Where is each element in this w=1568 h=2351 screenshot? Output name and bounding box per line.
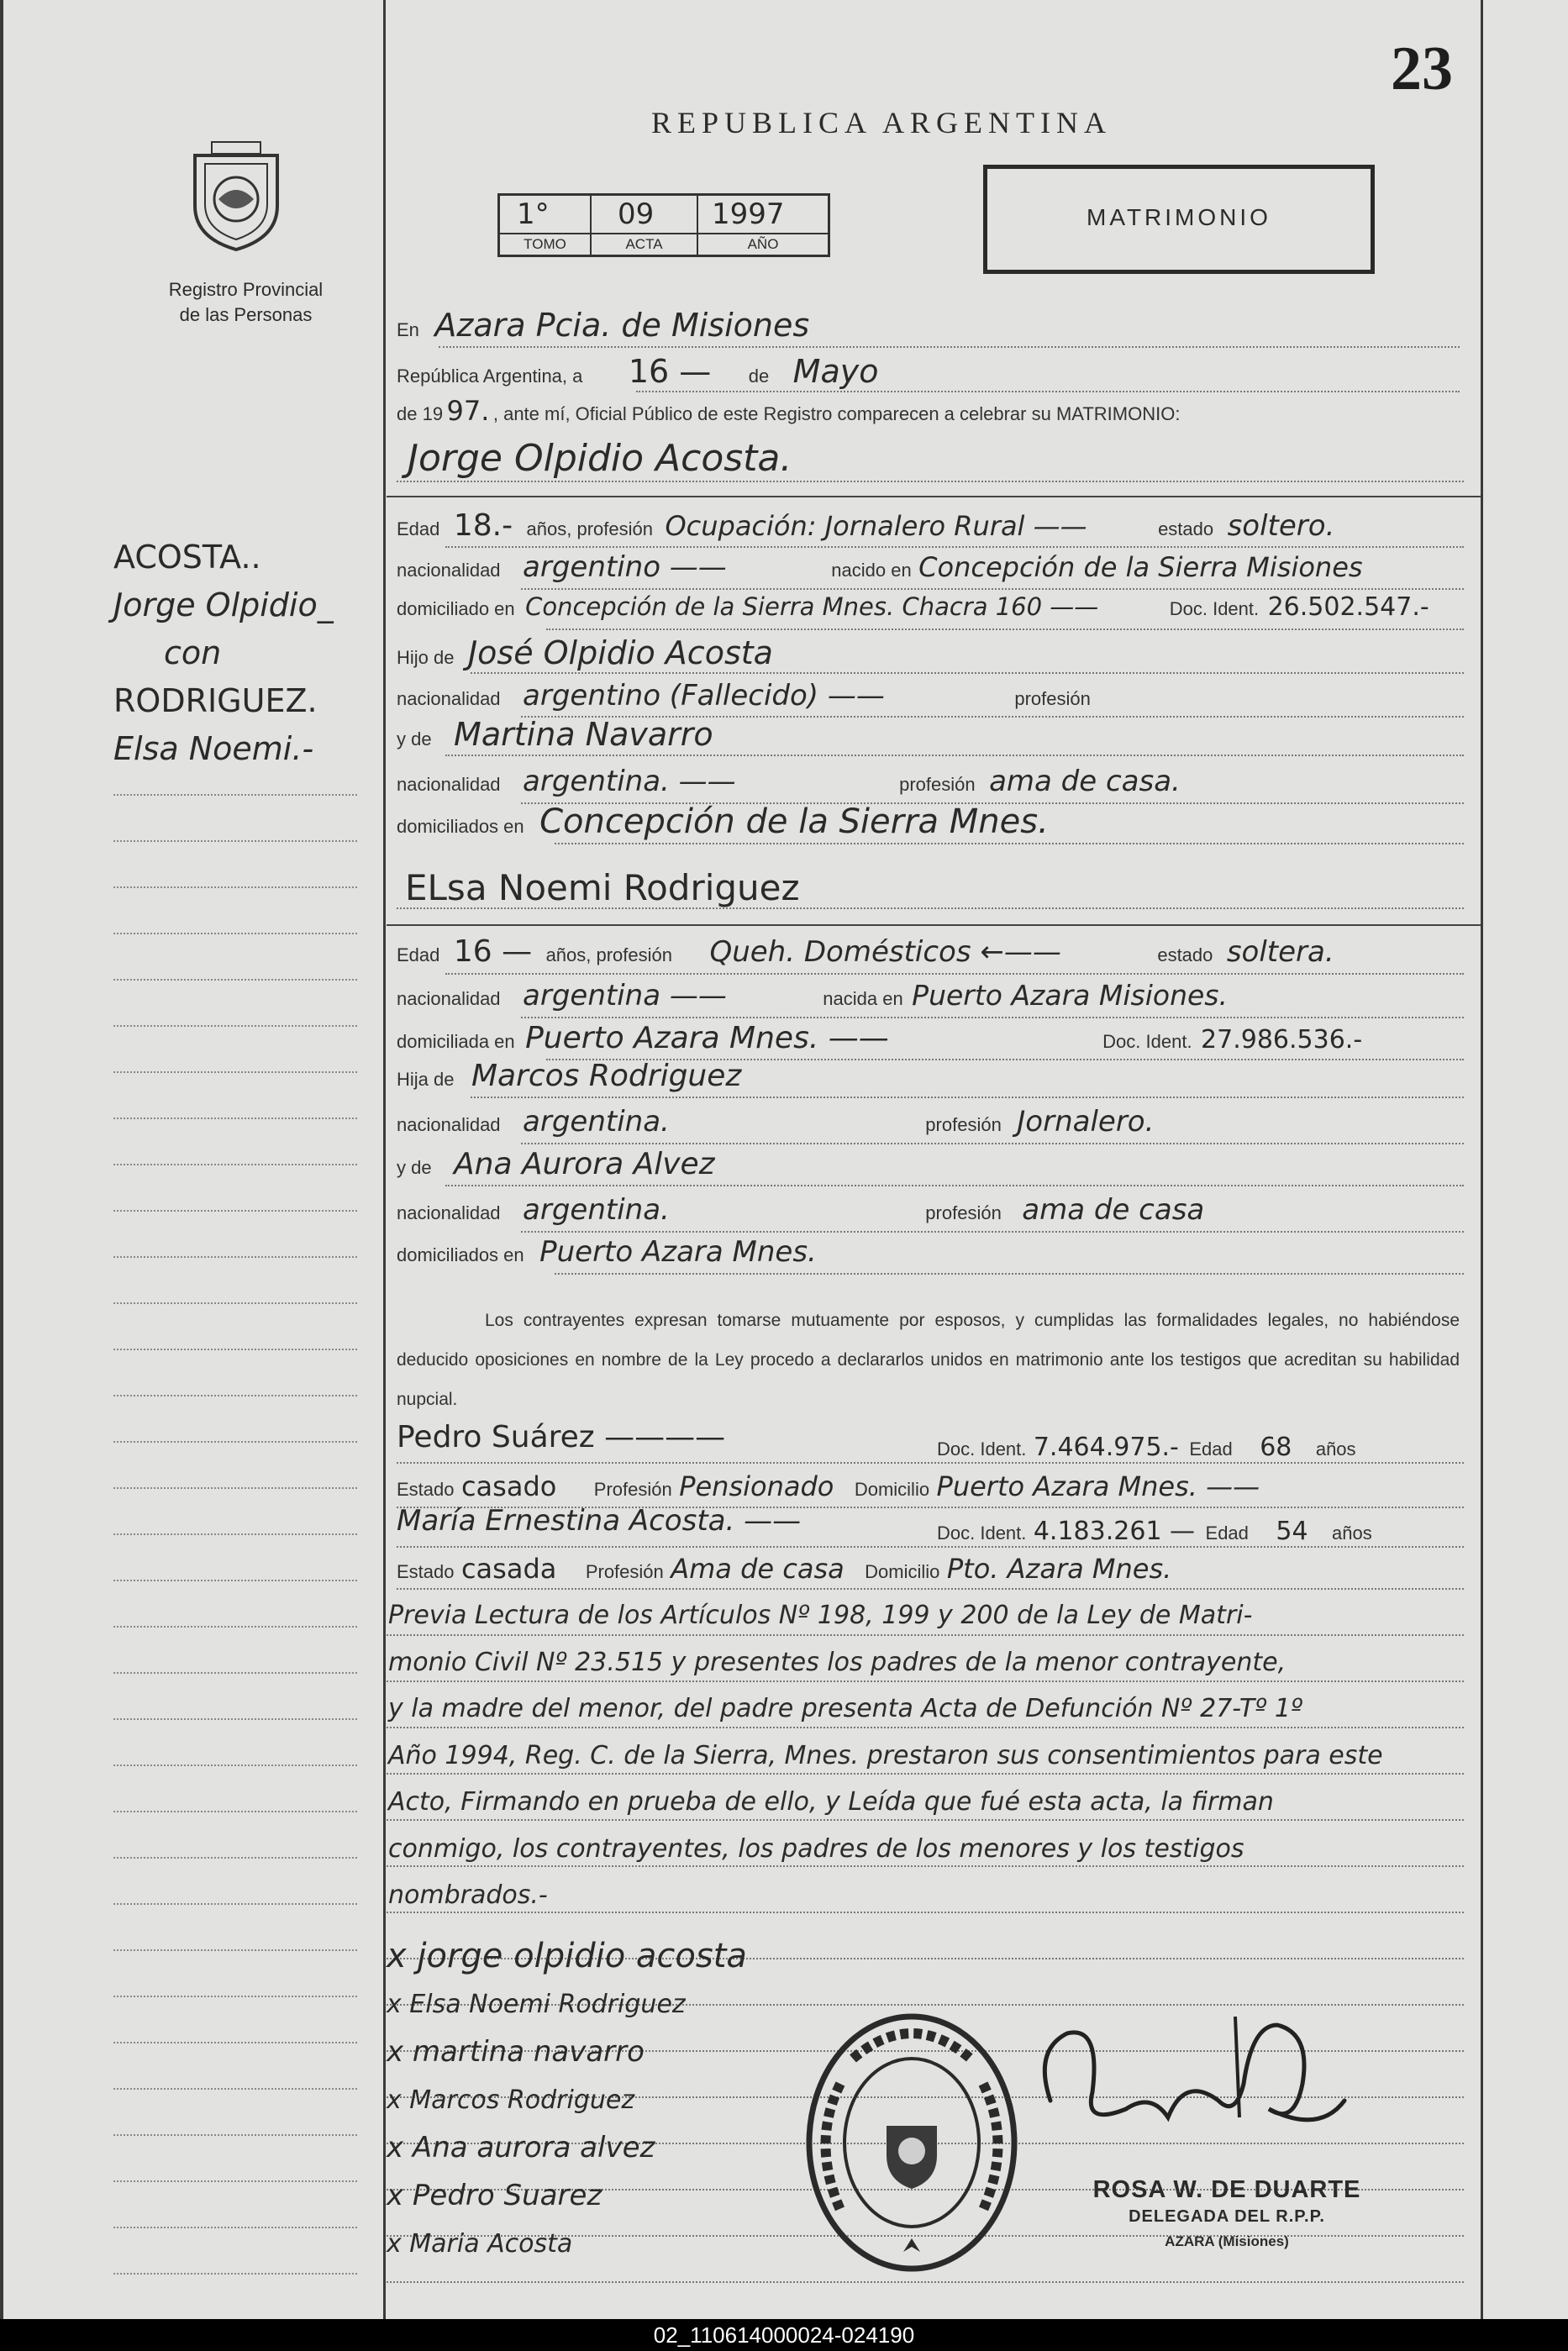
- doc-label: Doc. Ident.: [937, 1523, 1027, 1544]
- margin-line: [113, 1349, 357, 1350]
- son-of-label: Hijo de: [397, 647, 455, 668]
- groom-doc: 26.502.547.-: [1267, 592, 1429, 622]
- witness-1-row: [397, 1420, 725, 1454]
- witness-1-domicile: Puerto Azara Mnes. ——: [936, 1470, 1260, 1502]
- margin-line: [113, 1487, 357, 1489]
- witness-2-profession: Ama de casa: [671, 1553, 845, 1585]
- year-prefix: de 19: [397, 403, 444, 424]
- nationality-label: nacionalidad: [397, 774, 501, 795]
- closing-rule: [387, 1634, 1464, 1636]
- closing-rule: [387, 1727, 1464, 1728]
- place-label: En: [397, 319, 419, 340]
- groom-mother-nat-row: [397, 765, 1181, 798]
- official-location: AZARA (Misiones): [1165, 2233, 1289, 2249]
- declaration-paragraph: [397, 1301, 1460, 1419]
- official-title: DELEGADA DEL R.P.P.: [1129, 2207, 1325, 2226]
- margin-line: [113, 2088, 357, 2090]
- witness-2-line: [397, 1546, 1464, 1548]
- profession-label-short: profesión: [899, 774, 976, 795]
- profession-label-short: profesión: [925, 1202, 1002, 1223]
- de-label: de: [748, 366, 770, 387]
- witness-1-name: Pedro Suárez ————: [397, 1420, 726, 1454]
- margin-line: [113, 979, 357, 981]
- bride-father-row: [397, 1059, 741, 1093]
- margin-line: [113, 1164, 357, 1165]
- margin-line: [113, 2227, 357, 2228]
- age-label: Edad: [1189, 1438, 1233, 1460]
- groom-row-2: [397, 550, 1363, 584]
- nationality-label: nacionalidad: [397, 688, 501, 709]
- closing-line-3: y la madre del menor, del padre presenta Acta de Defunción Nº 27-Tº 1º: [388, 1694, 1303, 1723]
- margin-line: [113, 1765, 357, 1766]
- margin-line-2: Jorge Olpidio_: [113, 586, 334, 623]
- born-label: nacida en: [823, 988, 903, 1009]
- and-of-label: y de: [397, 1157, 432, 1178]
- groom-name-line: [397, 481, 1464, 482]
- nationality-label: nacionalidad: [397, 1114, 501, 1135]
- profession-label-short: profesión: [1014, 688, 1091, 709]
- bride-father: Marcos Rodriguez: [471, 1059, 742, 1093]
- witness-1-doc-row: [937, 1433, 1356, 1462]
- margin-line-5: Elsa Noemi.-: [113, 730, 314, 767]
- groom-mother: Martina Navarro: [454, 716, 713, 753]
- bride-row-3: [397, 1021, 1362, 1055]
- margin-line: [113, 1903, 357, 1905]
- closing-paragraph: [388, 1592, 1383, 1919]
- year-suffix: 97.: [446, 395, 490, 427]
- margin-line: [113, 1302, 357, 1304]
- profession-cap-label: Profesión: [585, 1561, 664, 1582]
- margin-line: [113, 1071, 357, 1073]
- years-label: años: [1315, 1438, 1356, 1460]
- groom-mother-line: [445, 755, 1464, 756]
- right-border-line: [1481, 0, 1483, 2319]
- official-name: ROSA W. DE DUARTE: [1092, 2176, 1361, 2203]
- section-rule-1: [387, 496, 1481, 497]
- groom-row-1: [397, 508, 1334, 543]
- margin-line: [113, 1118, 357, 1119]
- status-label: Estado: [397, 1561, 455, 1582]
- margin-line-3: con: [164, 634, 222, 671]
- bride-civil-status: soltera.: [1226, 935, 1334, 969]
- profession-label-short: profesión: [925, 1114, 1002, 1135]
- bride-mother-profession: ama de casa: [1022, 1193, 1205, 1227]
- bride-father-nat-row: [397, 1105, 1154, 1139]
- signature-bride: x Elsa Noemi Rodriguez: [387, 1990, 686, 2019]
- province-emblem-icon: [187, 139, 286, 252]
- margin-line: [113, 2042, 357, 2043]
- witness-2-status-line: [397, 1588, 1464, 1590]
- closing-rule: [387, 1819, 1464, 1821]
- bride-age: 16 —: [453, 934, 533, 969]
- document-type-box: [983, 165, 1375, 274]
- box-hline: [500, 233, 828, 234]
- declaration-text: Los contrayentes expresan tomarse mutuamente por esposos, y cumplidas las formalidades legales, no habiéndose deducido oposiciones en nombre de la Ley procedo a declararlos unidos en matrimonio ante los testigos que acreditan su habilidad nupcial.: [397, 1311, 1460, 1409]
- witness-2-status-row: [397, 1553, 1171, 1585]
- witness-1-status: casado: [460, 1470, 557, 1502]
- doc-label: Doc. Ident.: [1102, 1031, 1192, 1052]
- bride-parents-domicile-row: [397, 1235, 817, 1269]
- witness-2-doc-row: [937, 1517, 1372, 1546]
- signature-witness-1: x Pedro Suarez: [387, 2179, 602, 2212]
- closing-line-2: monio Civil Nº 23.515 y presentes los padres de la menor contrayente,: [388, 1647, 1286, 1677]
- civil-status-label: estado: [1157, 944, 1213, 965]
- margin-line-1: ACOSTA..: [113, 539, 261, 576]
- bride-birthplace: Puerto Azara Misiones.: [912, 979, 1228, 1012]
- domicile-cap-label: Domicilio: [854, 1479, 930, 1500]
- groom-mother-profession: ama de casa.: [989, 765, 1181, 798]
- domicile-label: domiciliada en: [397, 1031, 515, 1052]
- day-value: 16 —: [628, 353, 712, 390]
- signatures-list: [387, 1933, 747, 2268]
- registry-name-line-1: Registro Provincial: [168, 279, 324, 300]
- signature-groom-mother: x martina navarro: [387, 2035, 645, 2069]
- republic-label: República Argentina, a: [397, 366, 583, 387]
- bride-father-line: [471, 1097, 1464, 1098]
- bride-mother-row: [397, 1147, 715, 1181]
- bride-mother-nationality: argentina.: [523, 1193, 670, 1227]
- margin-line: [113, 1256, 357, 1258]
- ano-value: 1997: [712, 197, 785, 231]
- bride-row-1: [397, 934, 1334, 969]
- bride-domicile: Puerto Azara Mnes. ——: [525, 1021, 889, 1055]
- bride-mother: Ana Aurora Alvez: [454, 1147, 715, 1181]
- closing-line-6: conmigo, los contrayentes, los padres de los menores y los testigos: [388, 1833, 1244, 1864]
- signature-groom: x jorge olpidio acosta: [387, 1937, 747, 1975]
- closing-rule: [387, 1773, 1464, 1775]
- year-row: [397, 395, 1180, 427]
- signature-rule: [387, 2281, 1464, 2283]
- groom-father: José Olpidio Acosta: [467, 634, 773, 671]
- margin-line: [113, 1395, 357, 1396]
- domiciled-label: domiciliados en: [397, 1244, 524, 1265]
- groom-father-nat-row: [397, 679, 1091, 713]
- closing-line-4: Año 1994, Reg. C. de la Sierra, Mnes. prestaron sus consentimientos para este: [388, 1740, 1383, 1770]
- bride-father-nat-line: [521, 1143, 1464, 1144]
- closing-rule: [387, 1680, 1464, 1682]
- witness-2-age: 54: [1276, 1517, 1308, 1546]
- margin-line: [113, 2273, 357, 2275]
- bride-mother-nat-line: [521, 1231, 1464, 1233]
- margin-line: [113, 933, 357, 934]
- groom-profession: Ocupación: Jornalero Rural ——: [665, 510, 1087, 542]
- margin-line: [113, 1672, 357, 1674]
- signature-bride-mother: x Ana aurora alvez: [387, 2131, 655, 2164]
- age-label: Edad: [1205, 1523, 1249, 1544]
- place-row: [397, 307, 809, 344]
- and-of-label: y de: [397, 728, 432, 749]
- margin-line: [113, 794, 357, 796]
- groom-row-3: [397, 592, 1429, 622]
- groom-mother-nationality: argentina. ——: [523, 765, 736, 798]
- margin-line: [113, 1857, 357, 1859]
- born-label: nacido en: [831, 560, 912, 581]
- domiciled-label: domiciliados en: [397, 816, 524, 837]
- groom-birthplace: Concepción de la Sierra Misiones: [918, 551, 1363, 583]
- bride-row-1-line: [445, 973, 1464, 975]
- bride-row-2: [397, 979, 1228, 1012]
- margin-line: [113, 1533, 357, 1535]
- doc-label: Doc. Ident.: [937, 1438, 1027, 1460]
- bride-doc: 27.986.536.-: [1201, 1025, 1363, 1055]
- image-caption: 02_110614000024-024190: [0, 2319, 1568, 2351]
- acta-label: ACTA: [625, 236, 663, 252]
- signature-bride-father: x Marcos Rodriguez: [387, 2085, 635, 2115]
- bride-parents-domicile-line: [555, 1273, 1464, 1275]
- profession-label: años, profesión: [545, 944, 672, 965]
- groom-father-line: [471, 672, 1464, 674]
- document-type-label: MATRIMONIO: [1087, 204, 1271, 230]
- groom-civil-status: soltero.: [1227, 509, 1335, 543]
- margin-line: [113, 1949, 357, 1951]
- years-label: años: [1332, 1523, 1372, 1544]
- witness-2-status: casada: [460, 1553, 557, 1585]
- domicile-cap-label: Domicilio: [865, 1561, 940, 1582]
- closing-rule: [387, 1912, 1464, 1913]
- groom-age: 18.-: [453, 508, 513, 543]
- margin-line: [113, 1626, 357, 1628]
- age-label: Edad: [397, 518, 440, 539]
- witness-1-status-row: [397, 1470, 1260, 1502]
- registry-name-line-2: de las Personas: [179, 304, 313, 325]
- place-line: [439, 346, 1460, 348]
- margin-line: [113, 1441, 357, 1443]
- margin-line: [113, 1210, 357, 1212]
- domicile-label: domiciliado en: [397, 598, 515, 619]
- bride-father-nationality: argentina.: [523, 1105, 670, 1139]
- witness-2-domicile: Pto. Azara Mnes.: [946, 1553, 1172, 1585]
- nationality-label: nacionalidad: [397, 988, 501, 1009]
- closing-line-7: nombrados.-: [388, 1880, 548, 1910]
- margin-line: [113, 1718, 357, 1720]
- bride-row-2-line: [521, 1017, 1464, 1018]
- groom-name: Jorge Olpidio Acosta.: [408, 437, 792, 480]
- margin-line: [113, 886, 357, 888]
- status-label: Estado: [397, 1479, 455, 1500]
- nationality-label: nacionalidad: [397, 1202, 501, 1223]
- appearance-text: , ante mí, Oficial Público de este Registro comparecen a celebrar su MATRIMONIO:: [492, 403, 1181, 424]
- witness-2-doc: 4.183.261 —: [1033, 1517, 1196, 1546]
- bride-nationality: argentina ——: [523, 979, 727, 1012]
- groom-row-3-line: [546, 629, 1464, 630]
- civil-status-label: estado: [1158, 518, 1214, 539]
- official-signature: [1025, 2000, 1353, 2151]
- closing-line-1: Previa Lectura de los Artículos Nº 198, 199 y 200 de la Ley de Matri-: [388, 1601, 1253, 1630]
- margin-line: [113, 2180, 357, 2182]
- margin-line: [113, 1811, 357, 1812]
- groom-mother-row: [397, 716, 713, 753]
- closing-line-5: Acto, Firmando en prueba de ello, y Leída que fué esta acta, la firman: [388, 1787, 1274, 1817]
- closing-rule: [387, 1865, 1464, 1867]
- acta-value: 09: [618, 197, 655, 231]
- margin-line: [113, 1025, 357, 1027]
- left-border-line: [0, 0, 3, 2319]
- place-value: Azara Pcia. de Misiones: [434, 307, 810, 344]
- column-divider-line: [383, 0, 386, 2319]
- country-title: REPUBLICA ARGENTINA: [651, 106, 1113, 139]
- witness-2-row: [397, 1504, 801, 1538]
- groom-father-nationality: argentino (Fallecido) ——: [523, 679, 885, 713]
- bride-mother-line: [445, 1185, 1464, 1186]
- witness-1-profession: Pensionado: [679, 1470, 834, 1502]
- bride-name-line: [397, 907, 1464, 909]
- margin-line: [113, 1996, 357, 1997]
- date-row: [397, 353, 878, 390]
- groom-row-2-line: [521, 588, 1464, 590]
- bride-mother-nat-row: [397, 1193, 1204, 1227]
- bride-profession: Queh. Domésticos ←——: [709, 935, 1061, 969]
- margin-line: [113, 840, 357, 842]
- bride-father-profession: Jornalero.: [1017, 1105, 1155, 1139]
- registry-seal: [802, 2008, 1021, 2277]
- groom-parents-domicile-line: [555, 843, 1464, 844]
- registry-name: [122, 277, 370, 328]
- section-rule-2: [387, 924, 1481, 926]
- groom-parents-domicile: Concepción de la Sierra Mnes.: [539, 802, 1049, 841]
- margin-annotation: [113, 534, 334, 773]
- witness-1-doc: 7.464.975.-: [1033, 1433, 1179, 1462]
- official-stamp: [1050, 2176, 1403, 2250]
- page-number: 23: [1391, 34, 1453, 103]
- groom-father-row: [397, 634, 773, 671]
- record-number-box: [497, 193, 830, 257]
- groom-parents-domicile-row: [397, 802, 1049, 841]
- groom-nationality: argentino ——: [523, 550, 727, 584]
- doc-label: Doc. Ident.: [1169, 598, 1260, 619]
- profession-label: años, profesión: [526, 518, 653, 539]
- groom-row-1-line: [445, 546, 1464, 548]
- bride-parents-domicile: Puerto Azara Mnes.: [539, 1235, 817, 1269]
- daughter-of-label: Hija de: [397, 1069, 455, 1090]
- date-line: [636, 391, 1460, 392]
- ano-label: AÑO: [747, 236, 779, 252]
- nationality-label: nacionalidad: [397, 560, 501, 581]
- tomo-label: TOMO: [524, 236, 566, 252]
- margin-line: [113, 1580, 357, 1581]
- groom-domicile: Concepción de la Sierra Mnes. Chacra 160 ——: [525, 592, 1099, 621]
- bride-name: ELsa Noemi Rodriguez: [405, 867, 800, 908]
- witness-2-name: María Ernestina Acosta. ——: [397, 1504, 802, 1538]
- profession-cap-label: Profesión: [593, 1479, 672, 1500]
- margin-line: [113, 2134, 357, 2136]
- witness-1-line: [397, 1462, 1464, 1464]
- tomo-value: 1°: [517, 197, 550, 231]
- margin-line-4: RODRIGUEZ.: [113, 682, 318, 719]
- month-value: Mayo: [792, 353, 879, 390]
- age-label: Edad: [397, 944, 440, 965]
- signature-witness-2: x Maria Acosta: [387, 2229, 573, 2259]
- witness-1-age: 68: [1260, 1433, 1292, 1462]
